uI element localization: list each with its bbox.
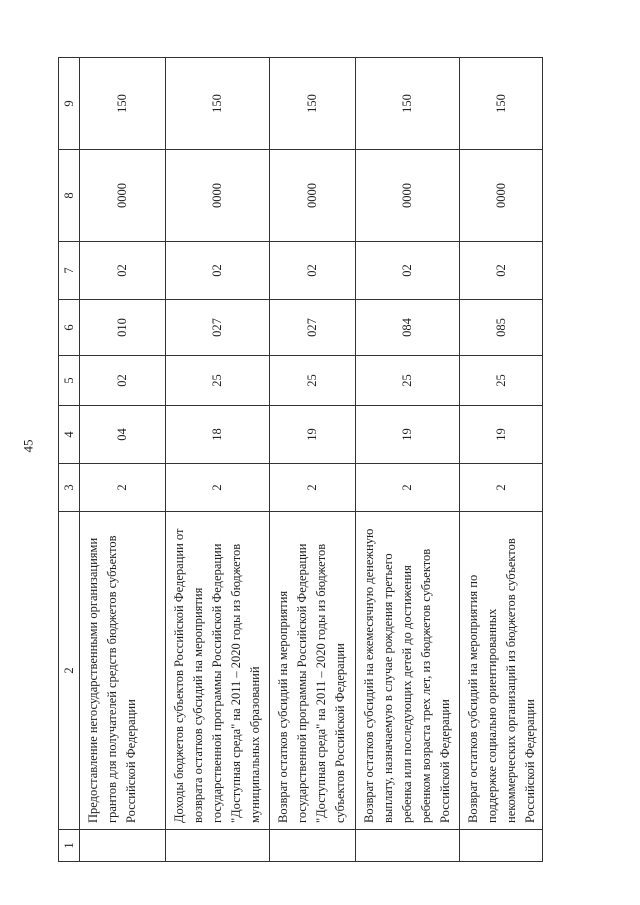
row-code-col7: 02 <box>460 242 543 300</box>
row-code-col9: 150 <box>80 58 166 150</box>
table-wrapper <box>58 58 537 862</box>
row-code-col8: 0000 <box>80 150 166 242</box>
row-code-col9: 150 <box>356 58 460 150</box>
row-code-col9: 150 <box>460 58 543 150</box>
row-code-col5: 25 <box>270 356 356 406</box>
row-description: Доходы бюджетов субъектов Российской Федерации от возврата остатков субсидий на мероприятия государственной программы Российской Федерации "Доступная среда" на 2011 – 2020 годы из бюджетов муниципальных образований <box>166 512 270 830</box>
row-code-col5: 02 <box>80 356 166 406</box>
row-code-col9: 150 <box>270 58 356 150</box>
row-code-col6: 027 <box>270 300 356 356</box>
row-code-col4: 18 <box>166 406 270 464</box>
header-col-8: 8 <box>59 150 80 242</box>
header-col-9: 9 <box>59 58 80 150</box>
header-col-7: 7 <box>59 242 80 300</box>
row-cell-col1 <box>80 830 166 862</box>
header-col-4: 4 <box>59 406 80 464</box>
row-description: Возврат остатков субсидий на мероприятия по поддержке социально ориентированных некоммерческих организаций из бюджетов субъектов Российской Федерации <box>460 512 543 830</box>
row-code-col3: 2 <box>356 464 460 512</box>
row-code-col3: 2 <box>460 464 543 512</box>
row-code-col6: 084 <box>356 300 460 356</box>
row-code-col7: 02 <box>166 242 270 300</box>
header-col-2: 2 <box>59 512 80 830</box>
row-code-col5: 25 <box>460 356 543 406</box>
row-code-col5: 25 <box>356 356 460 406</box>
table-row <box>80 58 166 862</box>
row-code-col6: 085 <box>460 300 543 356</box>
row-description: Предоставление негосударственными организациями грантов для получателей средств бюджетов субъектов Российской Федерации <box>80 512 166 830</box>
header-row <box>59 58 80 862</box>
row-code-col4: 19 <box>460 406 543 464</box>
row-cell-col1 <box>166 830 270 862</box>
table-row <box>356 58 460 862</box>
header-col-6: 6 <box>59 300 80 356</box>
row-code-col8: 0000 <box>166 150 270 242</box>
row-cell-col1 <box>460 830 543 862</box>
row-code-col4: 04 <box>80 406 166 464</box>
row-code-col5: 25 <box>166 356 270 406</box>
row-code-col3: 2 <box>80 464 166 512</box>
row-cell-col1 <box>356 830 460 862</box>
row-code-col4: 19 <box>270 406 356 464</box>
table-row <box>460 58 543 862</box>
row-code-col7: 02 <box>356 242 460 300</box>
row-code-col4: 19 <box>356 406 460 464</box>
row-code-col3: 2 <box>166 464 270 512</box>
header-col-3: 3 <box>59 464 80 512</box>
row-code-col8: 0000 <box>270 150 356 242</box>
row-code-col7: 02 <box>270 242 356 300</box>
row-code-col8: 0000 <box>460 150 543 242</box>
rotated-table-container <box>58 58 537 862</box>
row-code-col9: 150 <box>166 58 270 150</box>
header-col-1: 1 <box>59 830 80 862</box>
row-cell-col1 <box>270 830 356 862</box>
row-description: Возврат остатков субсидий на ежемесячную денежную выплату, назначаемую в случае рождения третьего ребенка или последующих детей до достижения ребенком возраста трех лет, из бюджетов субъектов Российской Федерации <box>356 512 460 830</box>
row-code-col6: 010 <box>80 300 166 356</box>
page-number: 45 <box>20 439 36 453</box>
row-code-col7: 02 <box>80 242 166 300</box>
table-row <box>270 58 356 862</box>
table-row <box>166 58 270 862</box>
header-col-5: 5 <box>59 356 80 406</box>
budget-classification-table <box>58 57 543 862</box>
row-code-col3: 2 <box>270 464 356 512</box>
row-description: Возврат остатков субсидий на мероприятия государственной программы Российской Федерации "Доступная среда" на 2011 – 2020 годы из бюджетов субъектов Российской Федерации <box>270 512 356 830</box>
row-code-col6: 027 <box>166 300 270 356</box>
row-code-col8: 0000 <box>356 150 460 242</box>
